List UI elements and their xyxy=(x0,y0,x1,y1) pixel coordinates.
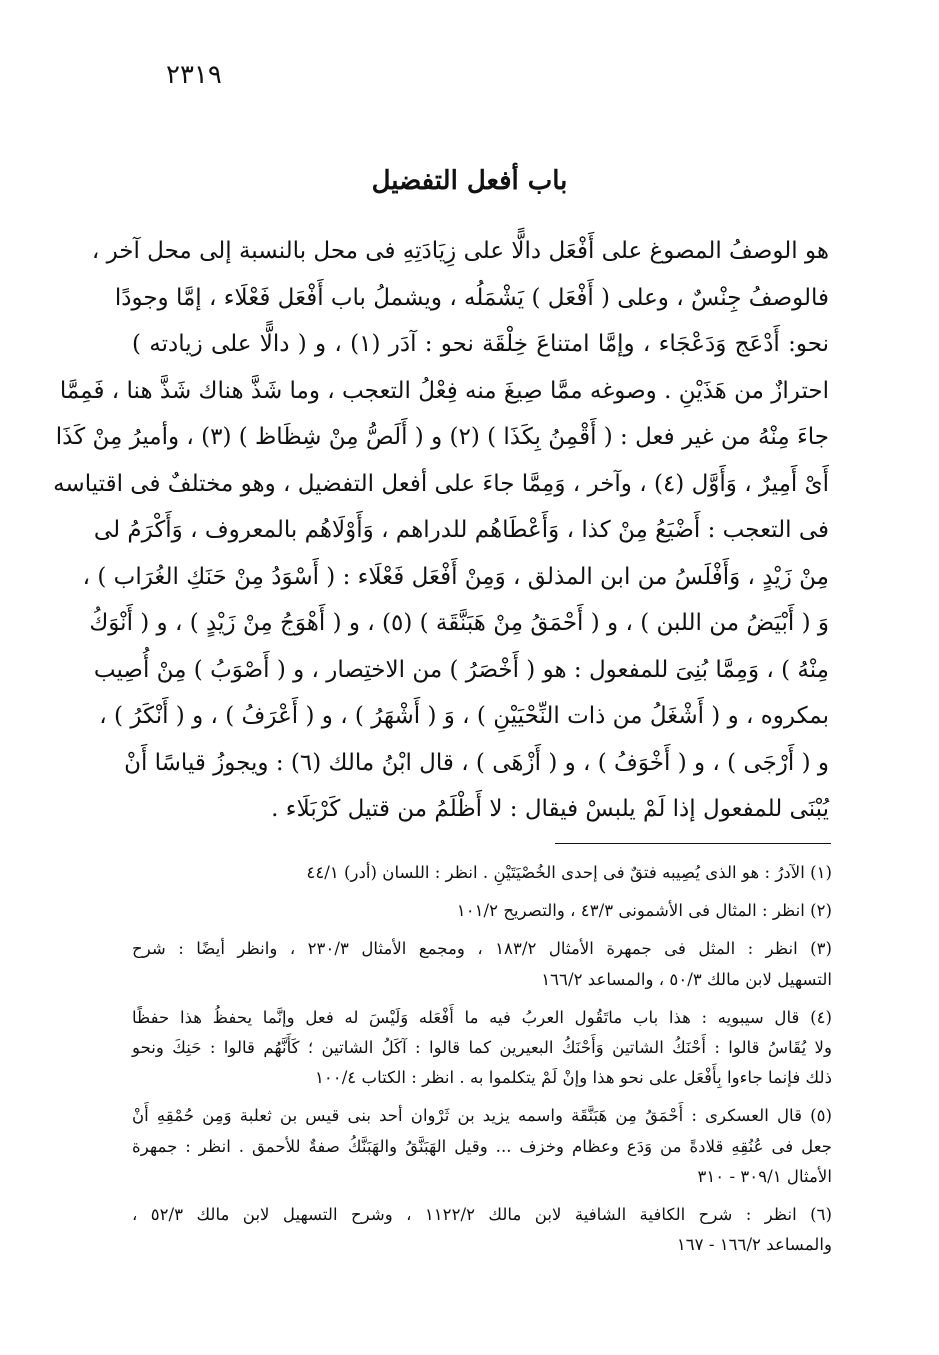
footnote-line: التسهيل لابن مالك ٥٠/٣ ، والمساعد ١٦٦/٢ xyxy=(541,969,832,989)
footnote-4 xyxy=(132,1003,832,1094)
footnote-line: جعل فى عُنُقِهِ قلادةً من وَدَع وعظام وخزف ... وقيل الهَبَنَّقُ والهَبَنَّكُ صفةٌ للأحمق . انظر : جمهرة xyxy=(132,1136,832,1156)
body-line: جاءَ مِنْهُ من غير فعل : ( أَقْمِنُ بِكَذَا ) (٢) و ( أَلَصُّ مِنْ شِظَاظ ) (٣) ، وأميرُ مِنْ كَذَا xyxy=(55,424,829,450)
body-line: أَىْ أَمِيرٌ ، وَأَوَّل (٤) ، وآخر ، وَمِمَّا جاءَ على أفعل التفضيل ، وهو مختلفٌ فى اقتياسه xyxy=(53,470,829,497)
body-line: وَ ( أَبْيَضُ من اللبن ) ، و ( أَحْمَقُ مِنْ هَبَنَّقَة ) (٥) ، و ( أَهْوَجُ مِنْ زَيْدٍ ) ، و ( أَنْوَكُ xyxy=(89,610,829,636)
footnote-line: (١) الآدرُ : هو الذى يُصِيبه فتقٌ فى إحدى الخُصْيَتَيْنِ . انظر : اللسان (أدر) ٤٤/١ xyxy=(306,863,832,882)
footnote-line: (٢) انظر : المثال فى الأشمونى ٤٣/٣ ، والتصريح ١٠١/٢ xyxy=(456,901,832,921)
footnote-line: ذلك فإنما جاءوا بِأَفْعَل على نحو هذا وإنْ لَمْ يتكلموا به . انظر : الكتاب ١٠٠/٤ xyxy=(314,1068,832,1088)
body-line: يُبْنَى للمفعول إذا لَمْ يلبسْ فيقال : لا أَظْلَمُ من قتيل كَرْبَلَاء . xyxy=(271,796,829,822)
footnote-divider xyxy=(555,843,831,844)
chapter-heading: باب أفعل التفضيل xyxy=(371,166,568,196)
body-line: احترازٌ من هَذَيْنِ . وصوغه ممَّا صِيغَ منه فِعْلُ التعجب ، وما شَذَّ هناك شَذَّ هنا ، فَمِمَّا xyxy=(59,377,829,404)
footnote-line: (٣) انظر : المثل فى جمهرة الأمثال ١٨٣/٢ ، ومجمع الأمثال ٢٣٠/٣ ، وانظر أيضًا : شرح xyxy=(132,939,832,959)
body-line: مِنْهُ ) ، وَمِمَّا بُنِىَ للمفعول : هو ( أَخْصَرُ ) من الاختِصار ، و ( أَصْوَبُ ) مِنْ أُصِيب xyxy=(93,656,829,683)
footnote-3 xyxy=(132,934,832,994)
body-line: فالوصفُ جِنْسٌ ، وعلى ( أَفْعَل ) يَشْمَلُه ، ويشملُ باب أَفْعَل فَعْلَاء ، إمَّا وجودًا xyxy=(114,284,829,311)
footnote-6 xyxy=(132,1200,832,1260)
body-line: هو الوصفُ المصوغ على أَفْعَل دالًّا على زِيَادَتِهِ فى محل بالنسبة إلى محل آخر ، xyxy=(91,238,829,264)
footnote-line: والمساعد ١٦٦/٢ - ١٦٧ xyxy=(676,1235,832,1255)
body-text xyxy=(53,228,829,833)
footnote-line: (٤) قال سيبويه : هذا باب ماتَقُول العربُ فيه ما أَفْعَله وَلَيْسَ له فعل وإنَّما يحفظُ هذا حفظًا xyxy=(132,1007,832,1027)
footnote-line: ولا يُقَاسُ قالوا : أَحْنَكُ الشاتين وَأَحْنَكُ البعيرين كما قالوا : آكَلُ الشاتين ؛ كَأَنَّهُم قالوا : حَنِكَ ونحو xyxy=(132,1037,832,1057)
footnote-line: (٦) انظر : شرح الكافية الشافية لابن مالك ١١٢٢/٢ ، وشرح التسهيل لابن مالك ٥٢/٣ ، xyxy=(132,1204,833,1224)
body-line: بمكروه ، و ( أَشْغَلُ من ذات النِّحْيَيْنِ ) ، وَ ( أَشْهَرُ ) ، و ( أَعْرَفُ ) ، و ( أَنْكَرُ ) ، xyxy=(99,703,829,729)
body-line: مِنْ زَيْدٍ ، وَأَفْلَسُ من ابن المذلق ، وَمِنْ أَفْعَل فَعْلَاء : ( أَسْوَدُ مِنْ حَنَكِ الغُرَاب ) ، xyxy=(82,563,829,590)
footnote-2 xyxy=(132,896,832,926)
footnote-1 xyxy=(132,858,832,888)
page-number: ٢٣١٩ xyxy=(166,60,222,90)
footnotes xyxy=(132,858,832,1260)
body-line: و ( أَرْجَى ) ، و ( أَخْوَفُ ) ، و ( أَزْهَى ) ، قال ابْنُ مالك (٦) : ويجوزُ قياسًا أَنْ xyxy=(124,749,829,776)
footnote-line: الأمثال ٣٠٩/١ - ٣١٠ xyxy=(697,1166,832,1186)
body-line: فى التعجب : أَضْيَعُ مِنْ كذا ، وَأَعْطَاهُم للدراهم ، وَأَوْلَاهُم بالمعروف ، وَأَكْرَمُ لى xyxy=(93,517,829,543)
footnote-5 xyxy=(132,1101,832,1192)
body-line: نحو: أَدْعَج وَدَعْجَاء ، وإمَّا امتناعَ خِلْقَة نحو : آدَر (١) ، و ( دالًّا على زيادته ) xyxy=(132,331,829,357)
footnote-line: (٥) قال العسكرى : أَحْمَقُ مِن هَبَنَّقَة واسمه يزيد بن ثَرْوان أحد بنى قيس بن ثعلبة وَمِن حُمْقِهِ أَنْ xyxy=(132,1106,832,1126)
